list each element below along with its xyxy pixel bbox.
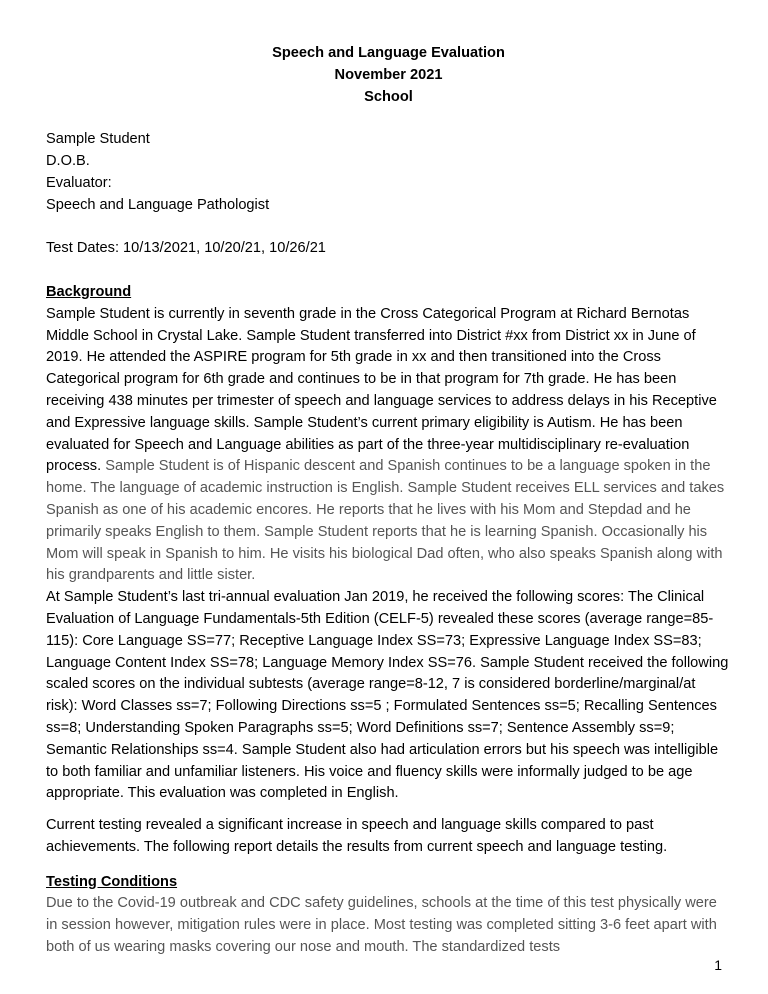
student-info [46,129,731,282]
title-block [46,43,731,108]
document-title: Speech and Language Evaluation [272,45,505,61]
current-testing-paragraph: Current testing revealed a significant increase in speech and language skills compared to past achievements. The following report details the results from current speech and language testing. [46,817,668,855]
dob-label: D.O.B. [46,153,90,170]
document-page [46,43,731,959]
evaluator-label: Evaluator: [46,174,112,191]
background-language-text: Sample Student is of Hispanic descent and Spanish continues to be a language spoken in the home. The language of academic instruction is English. Sample Student receives ELL services and takes Spanish as one of his academic encores. He reports that he lives with his Mom and Stepdad and he primarily speaks English to them. Sample Student reports that he is learning Spanish. Occasionally his Mom will speak in Spanish to him. He visits his biological Dad often, who also speaks Spanish along with his grandparents and little sister. [46,458,725,584]
background-text: Sample Student is currently in seventh grade in the Cross Categorical Program at Richard Bernotas Middle School in Crystal Lake. Sample Student transferred into District #xx from District xx in June of 2019. He attended the ASPIRE program for 5th grade in xx and then transitioned into the Cross Categorical program for 6th grade and continues to be in that program for 7th grade. He has been receiving 438 minutes per trimester of speech and language services to address delays in his Receptive and Expressive language skills. Sample Student’s current primary eligibility is Autism. He has been evaluated for Speech and Language abilities as part of the three-year multidisciplinary re-evaluation process. [46,305,717,475]
testing-conditions-paragraph: Due to the Covid-19 outbreak and CDC safety guidelines, schools at the time of this test physically were in session however, mitigation rules were in place. Most testing was completed sitting 3-6 feet apart with both of us wearing masks covering our nose and mouth. The standardized tests [46,895,717,956]
document-date: November 2021 [334,66,443,83]
test-dates: Test Dates: 10/13/2021, 10/20/21, 10/26/21 [46,240,326,257]
page-number: 1 [714,957,722,973]
background-paragraph [46,304,731,587]
prior-evaluation-paragraph: At Sample Student’s last tri-annual evaluation Jan 2019, he received the following scores: The Clinical Evaluation of Language Fundamentals-5th Edition (CELF-5) revealed these scores (average range=85-115): Core Language SS=77; Receptive Language Index SS=73; Expressive Language Index SS=83; Language Content Index SS=78; Language Memory Index SS=76. Sample Student received the following scaled scores on the individual subtests (average range=8-12, 7 is considered borderline/marginal/at risk): Word Classes ss=7; Following Directions ss=5 ; Formulated Sentences ss=5; Recalling Sentences ss=8; Understanding Spoken Paragraphs ss=5; Word Definitions ss=7; Sentence Assembly ss=9; Semantic Relationships ss=4. Sample Student also had articulation errors but his speech was intelligible to both familiar and unfamiliar listeners. His voice and fluency skills were informally judged to be age appropriate. This evaluation was completed in English. [46,589,729,802]
student-name: Sample Student [46,131,150,148]
testing-conditions-heading: Testing Conditions [46,873,178,890]
document-location: School [364,88,413,105]
background-heading: Background [46,283,132,300]
evaluator-role: Speech and Language Pathologist [46,196,270,213]
